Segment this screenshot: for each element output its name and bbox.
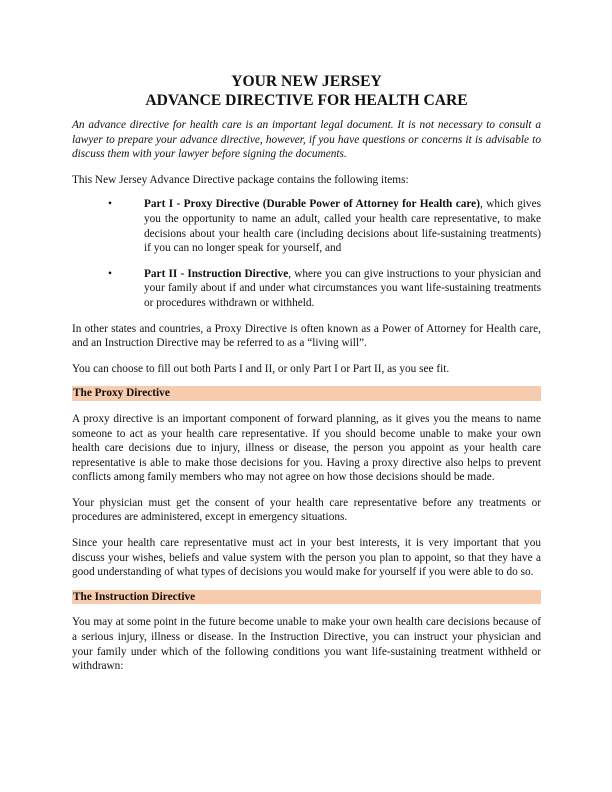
proxy-paragraph-2: Your physician must get the consent of your health care representative before any treatments or procedures are administered, except in emergency situations. bbox=[72, 496, 541, 524]
document-title bbox=[72, 72, 541, 110]
title-line-2: ADVANCE DIRECTIVE FOR HEALTH CARE bbox=[145, 92, 468, 109]
other-states-paragraph: In other states and countries, a Proxy Directive is often known as a Power of Attorney for Health care, and an Instruction Directive may be referred to as a “living will”. bbox=[72, 322, 541, 350]
bullet-icon: • bbox=[108, 198, 112, 211]
proxy-paragraph-3: Since your health care representative must act in your best interests, it is very important that you discuss your wishes, beliefs and value system with the person you plan to appoint, so that they have a good understanding of what types of decisions you would make for yourself if you were able to do so. bbox=[72, 537, 541, 579]
instruction-paragraph-1: You may at some point in the future become unable to make your own health care decisions because of a serious injury, illness or disease. In the Instruction Directive, you can instruct your physician and your family under which of the following conditions you want life-sustaining treatment withheld or withdrawn: bbox=[72, 616, 541, 673]
intro-paragraph: An advance directive for health care is an important legal document. It is not necessary to consult a lawyer to prepare your advance directive, however, if you have questions or concerns it is advisable to discuss them with your lawyer before signing the documents. bbox=[72, 119, 541, 161]
section-heading-instruction-directive: The Instruction Directive bbox=[72, 590, 541, 605]
section-heading-proxy-directive: The Proxy Directive bbox=[72, 386, 541, 401]
item-title: Part I - Proxy Directive (Durable Power of Attorney for Health care) bbox=[144, 198, 480, 211]
package-contents-intro: This New Jersey Advance Directive package contains the following items: bbox=[72, 173, 409, 186]
document-page bbox=[72, 72, 541, 674]
choose-parts-paragraph: You can choose to fill out both Parts I and II, or only Part I or Part II, as you see fit. bbox=[72, 362, 450, 375]
item-title: Part II - Instruction Directive bbox=[144, 267, 289, 280]
item-description: , which gives you the opportunity to name an adult, called your health care representative, to make decisions about your health care (including decisions about life-sustaining treatments) if you can no longer speak for yourself, and bbox=[144, 198, 541, 255]
list-item-part-1 bbox=[72, 197, 541, 255]
proxy-paragraph-1: A proxy directive is an important component of forward planning, as it gives you the means to name someone to act as your health care representative. If you should become unable to make your own health care decisions due to injury, illness or disease, the person you appoint as your health care representative is able to make those decisions for you. Having a proxy directive also helps to prevent conflicts among family members who may not agree on how those decisions should be made. bbox=[72, 412, 541, 484]
bullet-icon: • bbox=[108, 267, 112, 280]
package-items-list bbox=[72, 197, 541, 310]
title-line-1: YOUR NEW JERSEY bbox=[231, 73, 382, 90]
item-description: , where you can give instructions to your physician and your family about if and under what circumstances you want life-sustaining treatments or procedures withdrawn or withheld. bbox=[144, 267, 541, 309]
list-item-part-2 bbox=[72, 267, 541, 311]
